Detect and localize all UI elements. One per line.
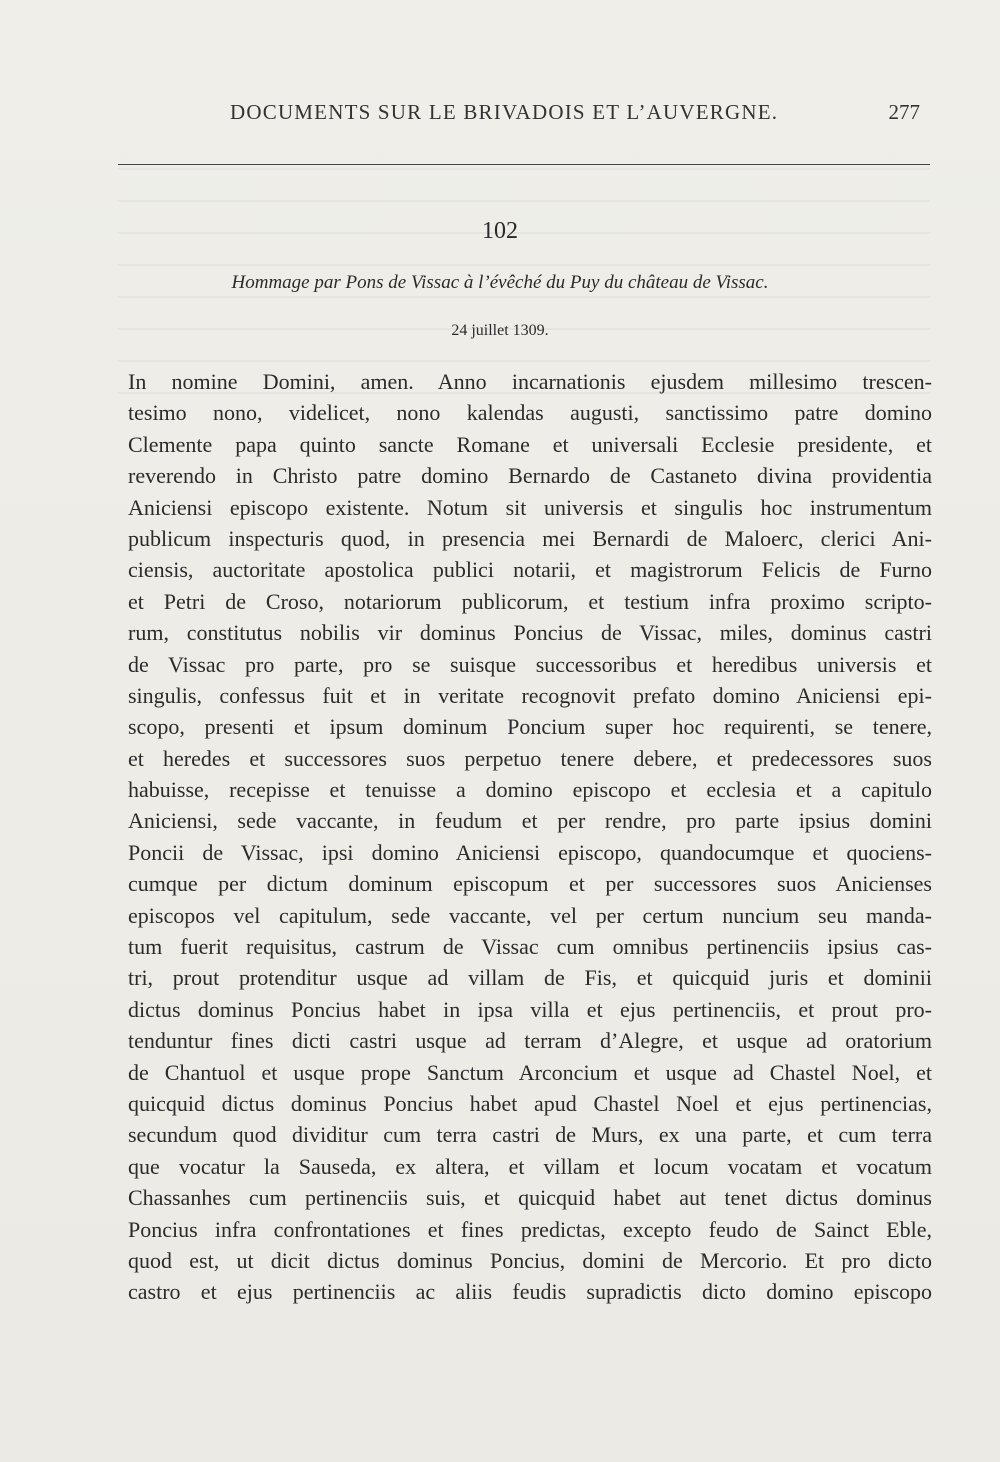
body-line: tesimo nono, videlicet, nono kalendas augusti, sanctissimo patre domino — [128, 400, 932, 426]
body-line: de Chantuol et usque prope Sanctum Arconcium et usque ad Chastel Noel, et — [128, 1059, 932, 1085]
body-line: tum fuerit requisitus, castrum de Vissac cum omnibus pertinenciis ipsius cas- — [128, 934, 932, 960]
body-line: et heredes et successores suos perpetuo tenere debere, et predecessores suos — [128, 745, 932, 771]
body-line: que vocatur la Sauseda, ex altera, et villam et locum vocatam et vocatum — [128, 1153, 932, 1179]
body-line: Poncii de Vissac, ipsi domino Aniciensi episcopo, quandocumque et quociens- — [128, 839, 932, 865]
body-line: singulis, confessus fuit et in veritate recognovit prefato domino Aniciensi epi- — [128, 682, 932, 708]
body-line: rum, constitutus nobilis vir dominus Poncius de Vissac, miles, dominus castri — [128, 620, 932, 646]
body-line: ciensis, auctoritate apostolica publici notarii, et magistrorum Felicis de Furno — [128, 557, 932, 583]
body-line: reverendo in Christo patre domino Bernardo de Castaneto divina providentia — [128, 463, 932, 489]
page-number: 277 — [888, 100, 920, 124]
body-line: quod est, ut dicit dictus dominus Poncius, domini de Mercorio. Et pro dicto — [128, 1247, 932, 1273]
body-line: Chassanhes cum pertinenciis suis, et quicquid habet aut tenet dictus dominus — [128, 1185, 932, 1211]
body-line: episcopos vel capitulum, sede vaccante, vel per certum nuncium seu manda- — [128, 902, 932, 928]
body-line: tenduntur fines dicti castri usque ad terram d’Alegre, et usque ad oratorium — [128, 1028, 932, 1054]
body-line: scopo, presenti et ipsum dominum Poncium super hoc requirenti, se tenere, — [128, 714, 932, 740]
body-line: Aniciensi episcopo existente. Notum sit universis et singulis hoc instrumentum — [128, 494, 932, 520]
body-line: secundum quod dividitur cum terra castri de Murs, ex una parte, et cum terra — [128, 1122, 932, 1148]
running-title: DOCUMENTS SUR LE BRIVADOIS ET L’AUVERGNE. — [230, 100, 779, 124]
header-rule — [118, 164, 930, 165]
body-line: Clemente papa quinto sancte Romane et universali Ecclesie presidente, et — [128, 431, 932, 457]
body-line: quicquid dictus dominus Poncius habet apud Chastel Noel et ejus pertinencias, — [128, 1090, 932, 1116]
body-line: In nomine Domini, amen. Anno incarnationis ejusdem millesimo trescen- — [128, 369, 932, 394]
body-line: et Petri de Croso, notariorum publicorum, et testium infra proximo scripto- — [128, 588, 932, 614]
document-number: 102 — [482, 218, 518, 244]
body-line: cumque per dictum dominum episcopum et per successores suos Anicienses — [128, 871, 932, 897]
body-line: de Vissac pro parte, pro se suisque successoribus et heredibus universis et — [128, 651, 932, 677]
body-line: habuisse, recepisse et tenuisse a domino episcopo et ecclesia et a capitulo — [128, 777, 932, 803]
document-heading: Hommage par Pons de Vissac à l’évêché du Puy du château de Vissac. — [231, 272, 769, 293]
body-line: Aniciensi, sede vaccante, in feudum et per rendre, pro parte ipsius domini — [128, 808, 932, 834]
body-line: castro et ejus pertinenciis ac aliis feudis supradictis dicto domino episcopo — [128, 1279, 932, 1305]
body-line: publicum inspecturis quod, in presencia mei Bernardi de Maloerc, clerici Ani- — [128, 525, 932, 551]
document-date: 24 juillet 1309. — [451, 322, 549, 339]
running-head — [230, 100, 920, 134]
body-line: tri, prout protenditur usque ad villam de Fis, et quicquid juris et dominii — [128, 965, 932, 991]
body-line: dictus dominus Poncius habet in ipsa villa et ejus pertinenciis, et prout pro- — [128, 996, 932, 1022]
body-line: Poncius infra confrontationes et fines predictas, excepto feudo de Sainct Eble, — [128, 1216, 932, 1242]
body-text — [128, 366, 932, 1308]
